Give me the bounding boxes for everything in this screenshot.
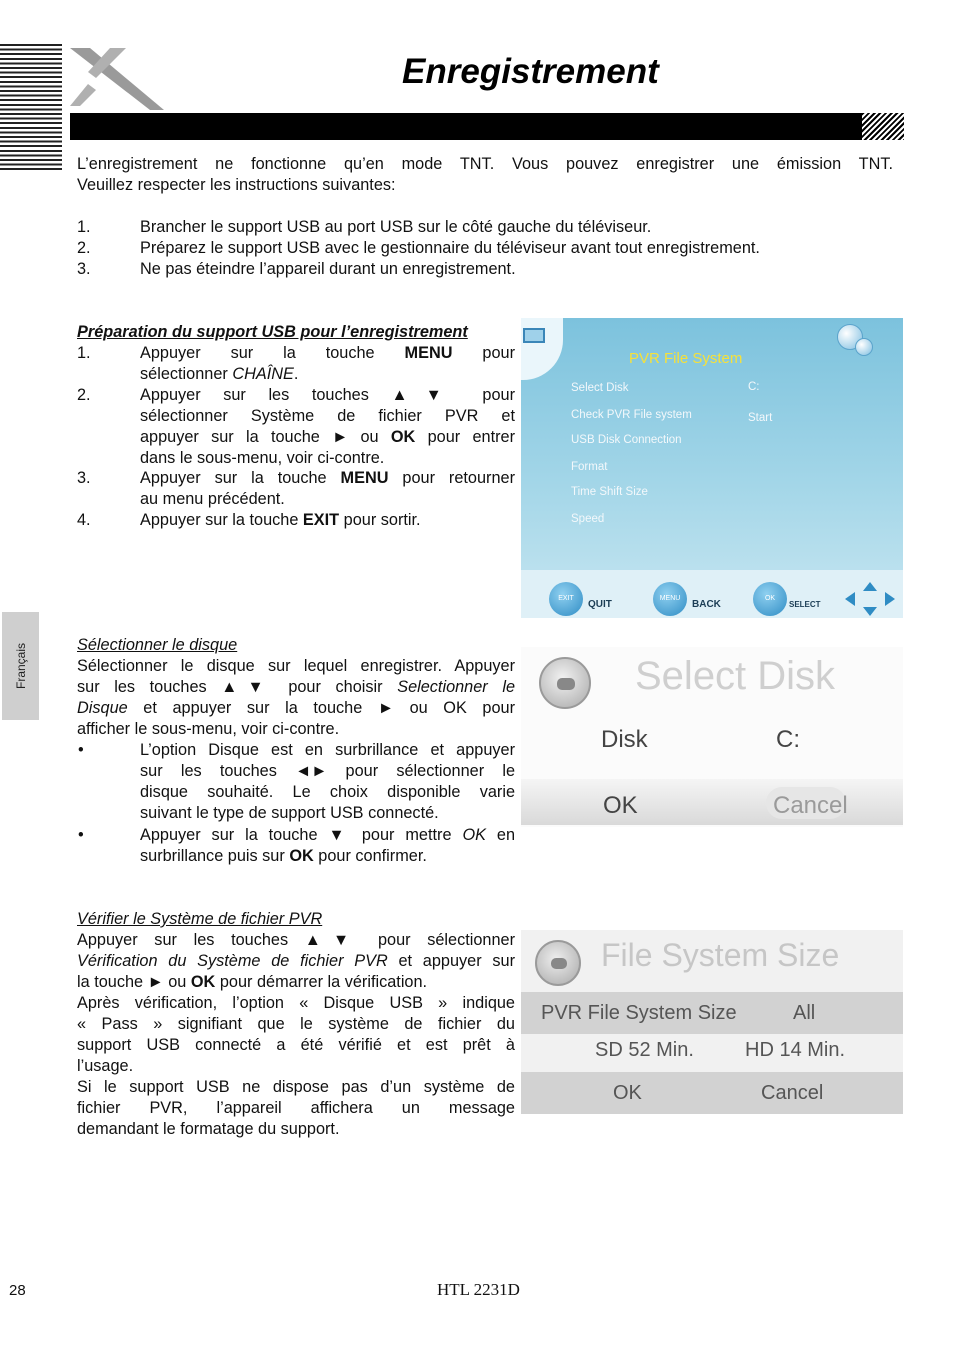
bullet-icon: • (78, 741, 84, 759)
fs-size-label: PVR File System Size (541, 1002, 737, 1024)
bullet-1-line-3: disque souhaité. Le choix disponible varie (140, 783, 515, 801)
select-disk-line-3: Disque et appuyer sur la touche ► ou OK pour (77, 699, 516, 717)
select-disk-line-4: afficher le sous-menu, voir ci-contre. (77, 720, 340, 738)
select-disk-screenshot (521, 647, 903, 827)
verify-line-7: l’usage. (77, 1057, 134, 1075)
pvr-menu-item: Check PVR File system (571, 409, 692, 421)
navigation-arrows-icon (841, 580, 899, 618)
exit-button-icon: EXIT (549, 582, 583, 616)
verify-line-8: Si le support USB ne dispose pas d’un système de (77, 1078, 515, 1096)
file-system-size-title: File System Size (601, 937, 840, 973)
page-title: Enregistrement (402, 52, 659, 91)
select-disk-title: Select Disk (635, 654, 836, 698)
tv-icon (521, 318, 563, 380)
button-row-band (521, 1072, 903, 1114)
prep-step-1-line-2: sélectionner CHAÎNE. (140, 365, 299, 383)
bullet-1-line-4: suivant le type de support USB connecté. (140, 804, 439, 822)
intro-item-text: Brancher le support USB au port USB sur le côté gauche du téléviseur. (140, 218, 652, 236)
file-system-size-screenshot (521, 930, 903, 1114)
pvr-file-system-screenshot (521, 318, 903, 618)
intro-line-2: Veuillez respecter les instructions suivantes: (77, 176, 396, 194)
bullet-1-line-2: sur les touches ◄► pour sélectionner le (140, 762, 515, 780)
intro-item-text: Préparez le support USB avec le gestionnaire du téléviseur avant tout enregistrement. (140, 239, 760, 257)
verify-heading: Vérifier le Système de fichier PVR (77, 910, 323, 928)
prep-step-2-line-4: dans le sous-menu, voir ci-contre. (140, 449, 385, 467)
brand-logo (66, 44, 170, 114)
select-disk-heading: Sélectionner le disque (77, 636, 238, 654)
verify-line-4: Après vérification, l’option « Disque USB » indique (77, 994, 515, 1012)
ok-button: OK (613, 1082, 642, 1104)
disk-value: C: (776, 726, 800, 753)
cancel-button: Cancel (761, 1082, 824, 1104)
bullet-2-line-1: Appuyer sur la touche ▼ pour mettre OK en (140, 826, 516, 844)
model-name: HTL 2231D (437, 1280, 520, 1299)
verify-line-1: Appuyer sur les touches ▲▼ pour sélectionner (77, 931, 515, 949)
verify-line-2: Vérification du Système de fichier PVR et appuyer sur (77, 952, 515, 970)
prep-step-3-line-1: Appuyer sur la touche MENU pour retourner (140, 469, 515, 487)
intro-line-1: L’enregistrement ne fonctionne qu’en mode TNT. Vous pouvez enregistrer une émission TNT. (77, 155, 893, 173)
prep-step-4-line-1: Appuyer sur la touche EXIT pour sortir. (140, 511, 421, 529)
pvr-menu-item: Time Shift Size (571, 486, 648, 498)
prep-step-1-line-1: Appuyer sur la touche MENU pour (140, 344, 516, 362)
prep-step-3-line-2: au menu précédent. (140, 490, 285, 508)
prep-step-2-line-3: appuyer sur la touche ► ou OK pour entrer (140, 428, 515, 446)
sd-minutes: SD 52 Min. (595, 1039, 694, 1061)
select-disk-line-2: sur les touches ▲▼ pour choisir Selectionner le (77, 678, 515, 696)
disk-icon (535, 940, 581, 986)
prep-step-num: 1. (77, 344, 91, 362)
intro-item-num: 2. (77, 239, 91, 257)
disk-icon (539, 657, 591, 709)
pvr-menu-item: Speed (571, 513, 605, 525)
verify-line-3: la touche ► ou OK pour démarrer la vérification. (77, 973, 428, 991)
prep-step-num: 3. (77, 469, 91, 487)
select-disk-line-1: Sélectionner le disque sur lequel enregistrer. Appuyer (77, 657, 515, 675)
select-label: SELECT (789, 600, 821, 609)
fs-size-value: All (793, 1002, 816, 1024)
bullet-1-line-1: L’option Disque est en surbrillance et appuyer (140, 741, 515, 759)
menu-button-icon: MENU (653, 582, 687, 616)
intro-item-num: 3. (77, 260, 91, 278)
language-tab (2, 612, 39, 720)
pvr-menu-value: C: (748, 381, 760, 393)
prep-step-num: 2. (77, 386, 91, 404)
prep-heading: Préparation du support USB pour l’enregistrement (77, 323, 468, 341)
page-number: 28 (9, 1282, 26, 1299)
ok-button-icon: OK (753, 582, 787, 616)
language-label: Français (13, 642, 28, 690)
header-stripes (0, 44, 62, 172)
pvr-menu-item: USB Disk Connection (571, 434, 682, 446)
verify-line-9: fichier PVR, l’appareil affichera un message (77, 1099, 515, 1117)
pvr-menu-item: Format (571, 461, 608, 473)
verify-line-10: demandant le formatage du support. (77, 1120, 340, 1138)
pvr-menu-title: PVR File System (629, 350, 743, 367)
disk-label: Disk (601, 726, 648, 753)
prep-step-num: 4. (77, 511, 91, 529)
bullet-2-line-2: surbrillance puis sur OK pour confirmer. (140, 847, 427, 865)
header-bar-hatch (862, 113, 904, 140)
intro-item-text: Ne pas éteindre l’appareil durant un enregistrement. (140, 260, 516, 278)
prep-step-2-line-2: sélectionner Système de fichier PVR et (140, 407, 515, 425)
intro-item-num: 1. (77, 218, 91, 236)
cancel-button: Cancel (773, 792, 848, 819)
bubble-icon (855, 338, 873, 356)
pvr-menu-value: Start (748, 412, 773, 424)
header-bar (70, 113, 904, 140)
pvr-menu-item: Select Disk (571, 382, 629, 394)
prep-step-2-line-1: Appuyer sur les touches ▲▼ pour (140, 386, 515, 404)
verify-line-5: « Pass » signifiant que le système de fichier du (77, 1015, 515, 1033)
back-label: BACK (692, 599, 721, 610)
ok-button: OK (603, 792, 638, 819)
hd-minutes: HD 14 Min. (745, 1039, 846, 1061)
verify-line-6: support USB connecté a été vérifié et est prêt à (77, 1036, 515, 1054)
quit-label: QUIT (588, 599, 612, 610)
bullet-icon: • (78, 826, 84, 844)
